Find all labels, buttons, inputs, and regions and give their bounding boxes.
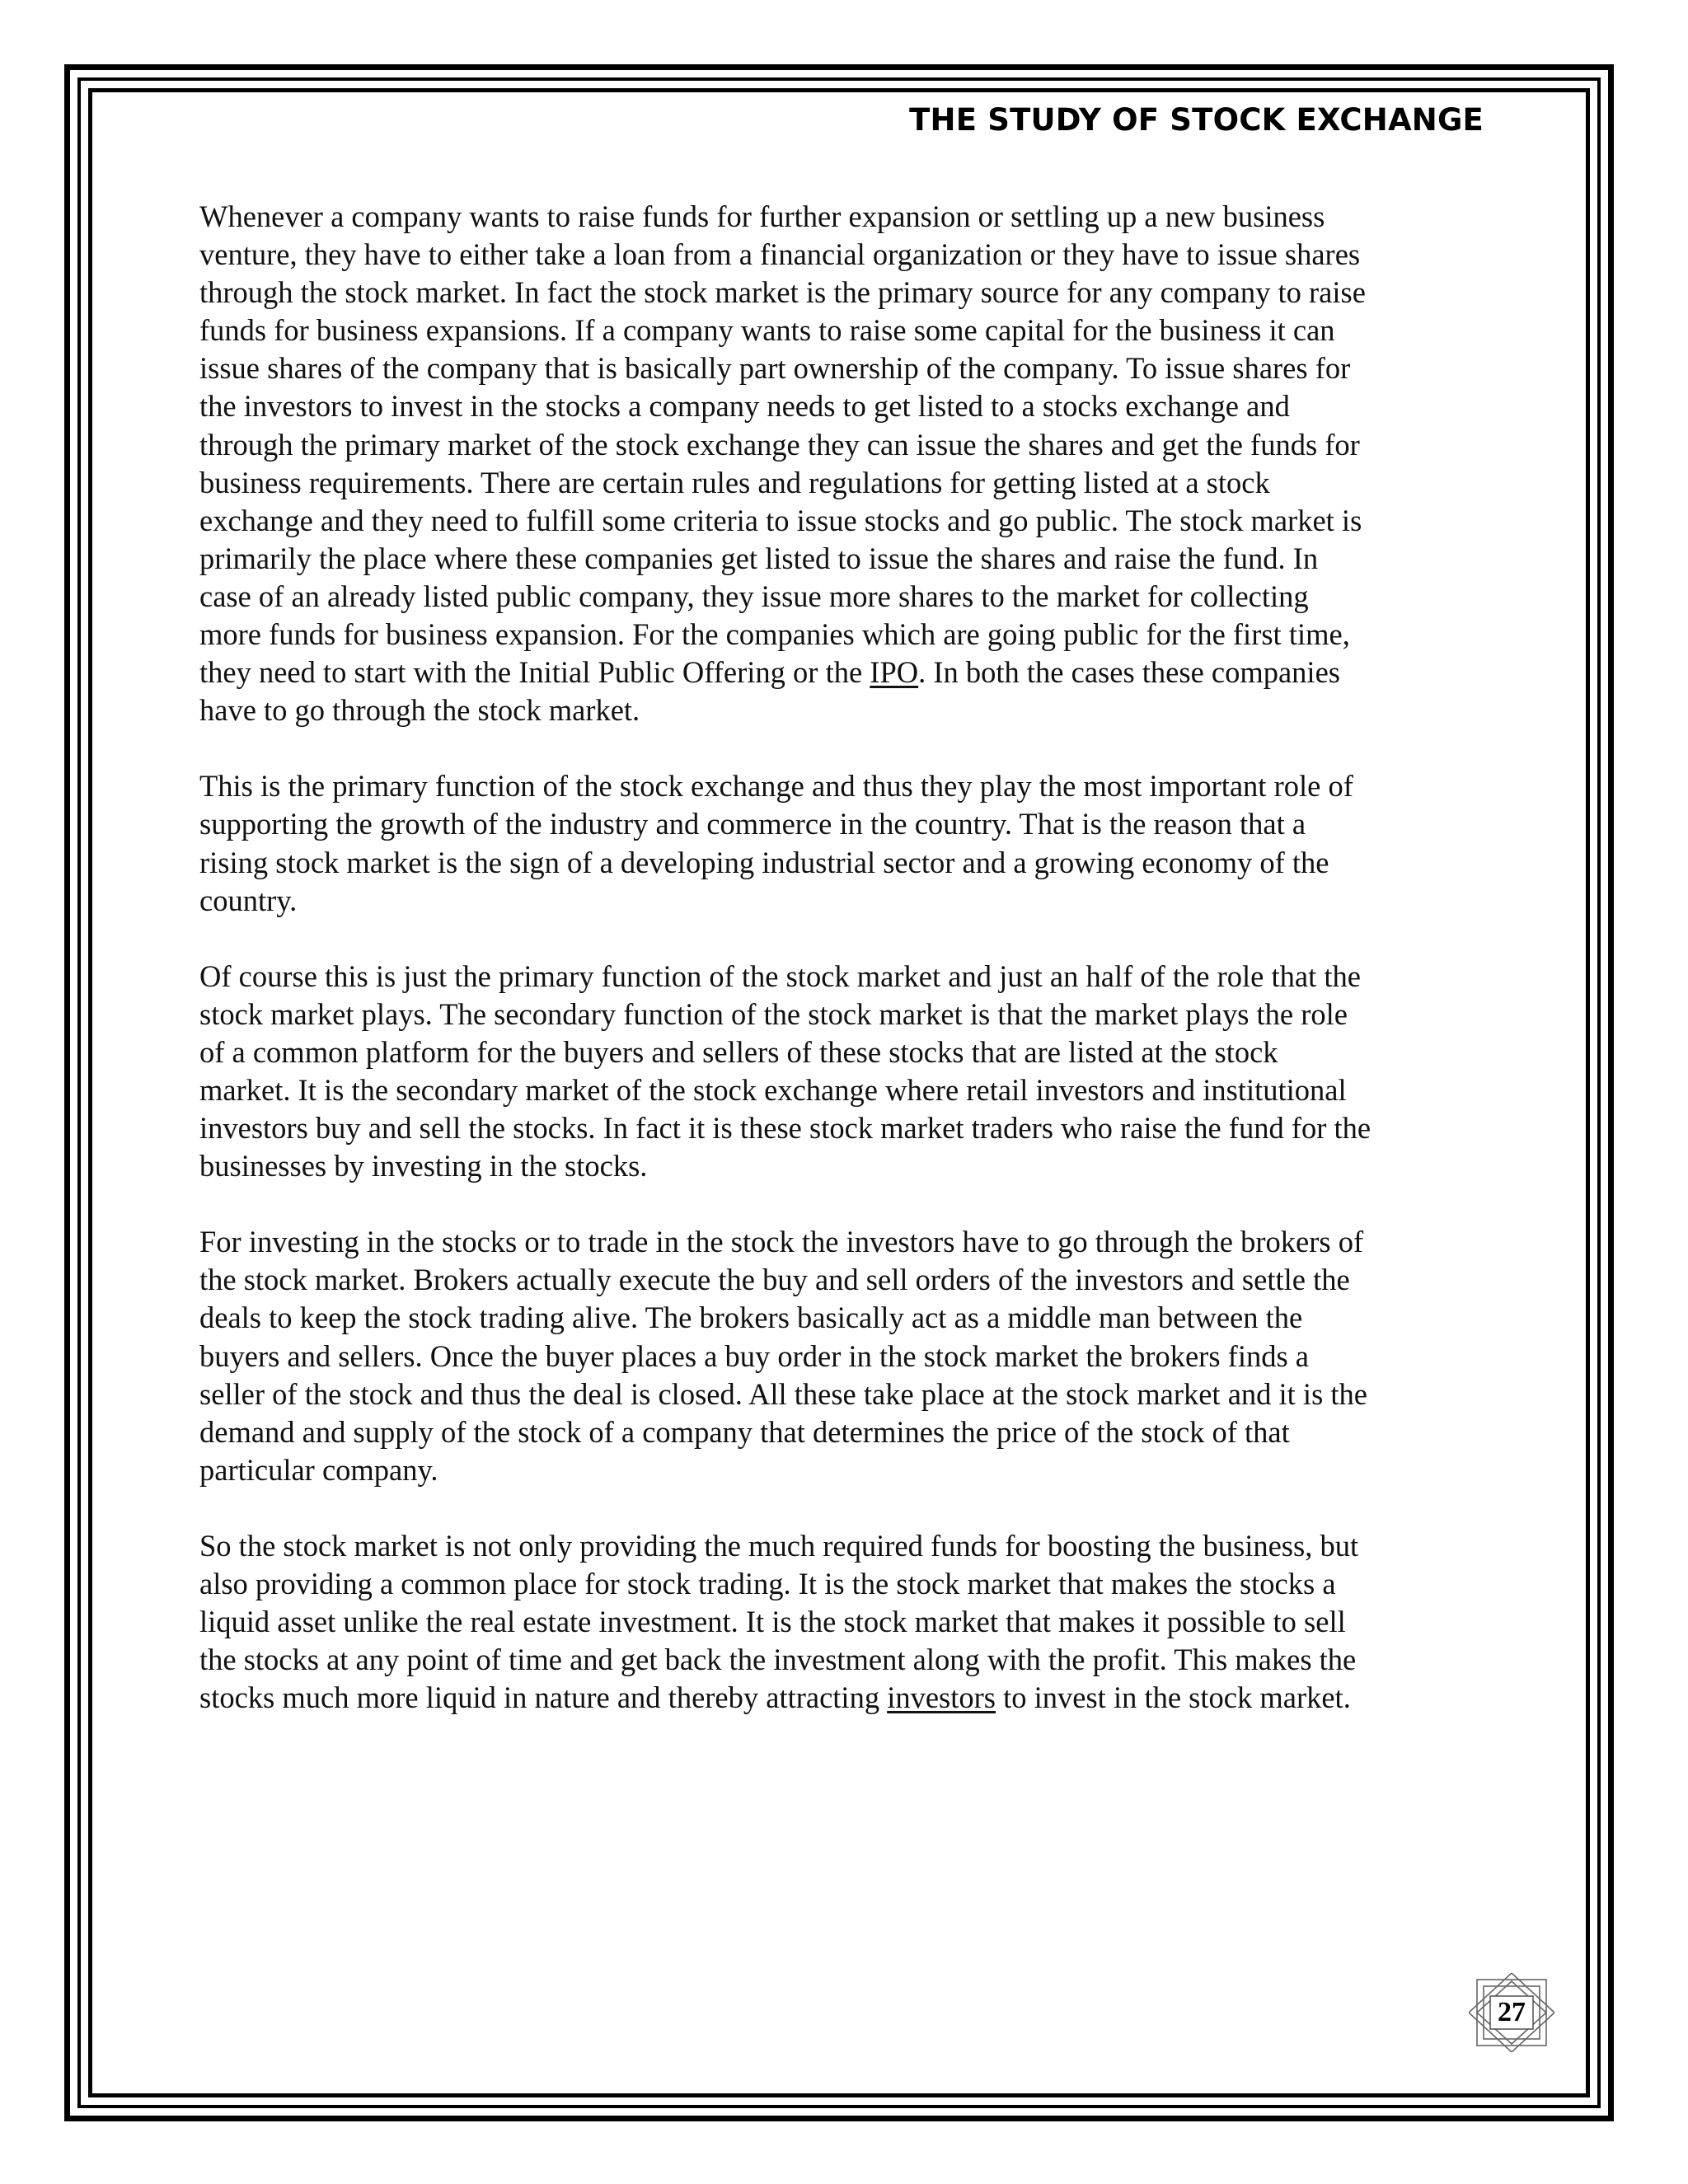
text-line: market. It is the secondary market of the stock exchange where retail investors and institutional <box>199 1072 1347 1107</box>
investors-link[interactable]: investors <box>887 1680 996 1715</box>
text-line: issue shares of the company that is basically part ownership of the company. To issue shares for <box>199 351 1351 386</box>
text-line: businesses by investing in the stocks. <box>199 1149 648 1183</box>
ipo-link[interactable]: IPO <box>870 655 919 690</box>
text-line: the investors to invest in the stocks a company needs to get listed to a stocks exchange and <box>199 389 1290 424</box>
text-line: deals to keep the stock trading alive. The brokers basically act as a middle man between the <box>199 1301 1303 1335</box>
text-line: more funds for business expansion. For the companies which are going public for the first time, <box>199 617 1350 652</box>
text-line: stock market plays. The secondary function of the stock market is that the market plays the role <box>199 996 1348 1031</box>
paragraph-1 <box>199 198 1502 729</box>
text-line: the stocks at any point of time and get back the investment along with the profit. This makes the <box>199 1643 1357 1677</box>
text-line: supporting the growth of the industry and commerce in the country. That is the reason that a <box>199 807 1306 841</box>
text-line: liquid asset unlike the real estate investment. It is the stock market that makes it possible to sell <box>199 1605 1346 1639</box>
text-line: exchange and they need to fulfill some criteria to issue stocks and go public. The stock market is <box>199 503 1362 537</box>
body-text <box>199 198 1502 1755</box>
text-line: through the stock market. In fact the stock market is the primary source for any company to raise <box>199 275 1366 310</box>
text-line: Whenever a company wants to raise funds for further expansion or settling up a new business <box>199 199 1325 233</box>
text-segment: they need to start with the Initial Public Offering or the <box>199 655 870 690</box>
text-line: primarily the place where these companies get listed to issue the shares and raise the fund. In <box>199 541 1319 575</box>
text-line: particular company. <box>199 1452 438 1487</box>
text-line: Of course this is just the primary function of the stock market and just an half of the role that the <box>199 958 1361 993</box>
text-line: This is the primary function of the stock exchange and thus they play the most important role of <box>199 769 1353 804</box>
text-line: investors buy and sell the stocks. In fact it is these stock market traders who raise the fund for the <box>199 1111 1372 1146</box>
text-line-with-investors-link <box>199 1679 1502 1717</box>
page-number-badge <box>1469 1973 1554 2052</box>
text-line: of a common platform for the buyers and sellers of these stocks that are listed at the stock <box>199 1034 1278 1069</box>
text-line: have to go through the stock market. <box>199 693 640 728</box>
text-line: demand and supply of the stock of a company that determines the price of the stock of that <box>199 1414 1290 1449</box>
paragraph-5 <box>199 1527 1502 1717</box>
text-line: country. <box>199 883 298 917</box>
text-line: business requirements. There are certain rules and regulations for getting listed at a stock <box>199 465 1270 499</box>
text-line: through the primary market of the stock exchange they can issue the shares and get the funds for <box>199 427 1360 462</box>
header-title: THE STUDY OF STOCK EXCHANGE <box>909 102 1484 138</box>
text-line: venture, they have to either take a loan from a financial organization or they have to issue shares <box>199 237 1361 272</box>
text-segment: . In both the cases these companies <box>918 655 1340 690</box>
text-segment: stocks much more liquid in nature and thereby attracting <box>199 1680 888 1715</box>
paragraph-2 <box>199 767 1502 919</box>
text-line: funds for business expansions. If a company wants to raise some capital for the business it can <box>199 313 1335 348</box>
text-line: seller of the stock and thus the deal is closed. All these take place at the stock market and it is the <box>199 1376 1367 1411</box>
paragraph-4 <box>199 1223 1502 1489</box>
text-line: case of an already listed public company, they issue more shares to the market for collecting <box>199 579 1309 613</box>
text-line-with-ipo-link <box>199 654 1502 691</box>
text-line: the stock market. Brokers actually execute the buy and sell orders of the investors and settle the <box>199 1263 1350 1297</box>
page-number: 27 <box>1498 1997 1526 2027</box>
text-line: For investing in the stocks or to trade in the stock the investors have to go through the brokers of <box>199 1225 1364 1259</box>
paragraph-3 <box>199 958 1502 1186</box>
text-segment: to invest in the stock market. <box>996 1680 1351 1715</box>
text-line: also providing a common place for stock trading. It is the stock market that makes the stocks a <box>199 1567 1336 1601</box>
text-line: rising stock market is the sign of a developing industrial sector and a growing economy of the <box>199 845 1329 879</box>
text-line: buyers and sellers. Once the buyer places a buy order in the stock market the brokers finds a <box>199 1338 1309 1373</box>
text-line: So the stock market is not only providing the much required funds for boosting the business, but <box>199 1528 1359 1563</box>
